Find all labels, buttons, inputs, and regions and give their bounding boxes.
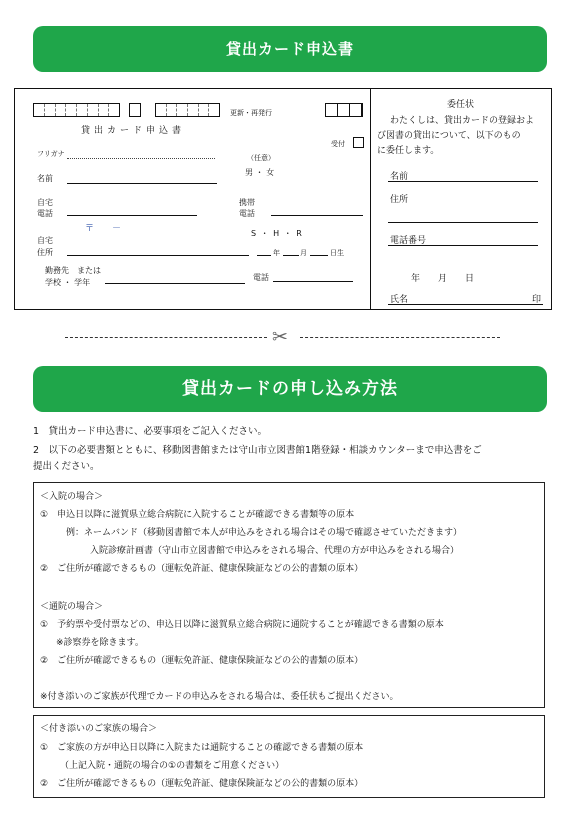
name-label: 名前 [37,174,53,183]
delegation-text-3: に委任します。 [377,146,440,156]
seal-mark: 印 [532,295,542,305]
delegate-phone-field[interactable] [388,245,538,246]
birth-year-label: 年 [273,249,280,257]
step-2-line-2: 提出ください。 [33,461,100,472]
delegation-title: 委任状 [447,100,475,110]
outpatient-item-1: ① 予約票や受付票などの、申込日以降に滋賀県立総合病院に通院することが確認できる書類の原本 [40,620,444,630]
scissors-icon: ✂ [272,326,288,348]
outpatient-note: ※診察券を除きます。 [56,638,144,648]
birth-month-label: 月 [300,249,307,257]
optional-label: （任意） [247,154,275,162]
delegation-form [371,89,551,309]
method-title-banner: 貸出カードの申し込み方法 [33,366,547,412]
workplace-field[interactable] [105,283,245,284]
birth-era-options[interactable]: S ・ H ・ R [251,229,303,238]
cut-line-right [300,337,500,338]
delegation-text-1: わたくしは、貸出カードの登録およ [390,116,535,126]
mobile-phone-label-1: 携帯 [239,198,255,207]
workplace-phone-label: 電話 [253,273,269,282]
delegate-address-label: 住所 [390,195,409,205]
form-title-banner: 貸出カード申込書 [33,26,547,72]
inpatient-example-2: 入院診療計画書（守山市立図書館で申込みをされる場合、代理の方が申込みをされる場合） [90,546,460,556]
reception-label: 受付 [331,140,345,148]
birthday-label: 日生 [330,249,344,257]
birth-month-field[interactable] [310,255,328,256]
family-heading: ＜付き添いのご家族の場合＞ [40,724,158,734]
signature-label: 氏名 [390,295,409,305]
cut-line-left [65,337,267,338]
mobile-phone-label-2: 電話 [239,209,255,218]
card-check-digit-field[interactable] [129,103,141,117]
workplace-phone-field[interactable] [273,281,353,282]
delegation-date[interactable]: 年 月 日 [411,274,475,284]
furigana-field[interactable] [67,158,215,159]
application-form-main [15,89,371,309]
delegate-address-field[interactable] [388,222,538,223]
name-field[interactable] [67,183,217,184]
inpatient-heading: ＜入院の場合＞ [40,492,104,502]
step-1: 1 貸出カード申込書に、必要事項をご記入ください。 [33,426,268,437]
form-title: 貸出カード申込書 [81,126,186,136]
delegate-phone-label: 電話番号 [390,236,427,246]
birth-era-field[interactable] [257,255,271,256]
delegate-name-label: 名前 [390,172,409,182]
signature-field[interactable] [388,304,543,305]
delegation-text-2: び図書の貸出について、以下のもの [377,131,521,141]
card-number-field-2[interactable] [155,103,220,117]
renewal-label: 更新・再発行 [230,109,272,117]
home-address-label-1: 自宅 [37,236,53,245]
family-requirements-box [33,715,545,798]
inpatient-example-1: 例：ネームバンド（移動図書館で本人が申込みをされる場合はその場で確認させていただきます） [66,528,463,538]
home-phone-label-2: 電話 [37,209,53,218]
home-phone-field[interactable] [67,215,197,216]
card-number-field[interactable] [33,103,120,117]
application-form [14,88,552,310]
gender-options[interactable]: 男 ・ 女 [245,168,275,177]
delegate-name-field[interactable] [388,181,538,182]
inpatient-item-1: ① 申込日以降に滋賀県立総合病院に入院することが確認できる書類等の原本 [40,510,355,520]
furigana-label: フリガナ [37,150,65,158]
outpatient-item-2: ② ご住所が確認できるもの（運転免許証、健康保険証などの公的書類の原本） [40,656,364,666]
birth-year-field[interactable] [283,255,299,256]
patient-requirements-box [33,482,545,708]
family-item-1: ① ご家族の方が申込日以降に入院または通院することの確認できる書類の原本 [40,743,364,753]
family-item-2: ② ご住所が確認できるもの（運転免許証、健康保険証などの公的書類の原本） [40,779,364,789]
family-item-1-sub: （上記入院・通院の場合の①の書類をご用意ください） [60,761,285,771]
workplace-label-2: 学校 ・ 学年 [45,278,91,287]
proxy-note: ※付き添いのご家族が代理でカードの申込みをされる場合は、委任状もご提出ください。 [40,692,399,702]
home-address-label-2: 住所 [37,248,53,257]
home-phone-label-1: 自宅 [37,198,53,207]
home-address-field[interactable] [67,255,249,256]
reception-checkbox[interactable] [353,137,364,148]
mobile-phone-field[interactable] [271,215,363,216]
postal-code-mark: 〒 － [85,224,122,234]
workplace-label-1: 勤務先 または [45,266,101,275]
step-2-line-1: 2 以下の必要書類とともに、移動図書館または守山市立図書館1階登録・相談カウンターまで申込書をご [33,445,482,456]
outpatient-heading: ＜通院の場合＞ [40,602,104,612]
renewal-field[interactable] [325,103,363,117]
inpatient-item-2: ② ご住所が確認できるもの（運転免許証、健康保険証などの公的書類の原本） [40,564,364,574]
